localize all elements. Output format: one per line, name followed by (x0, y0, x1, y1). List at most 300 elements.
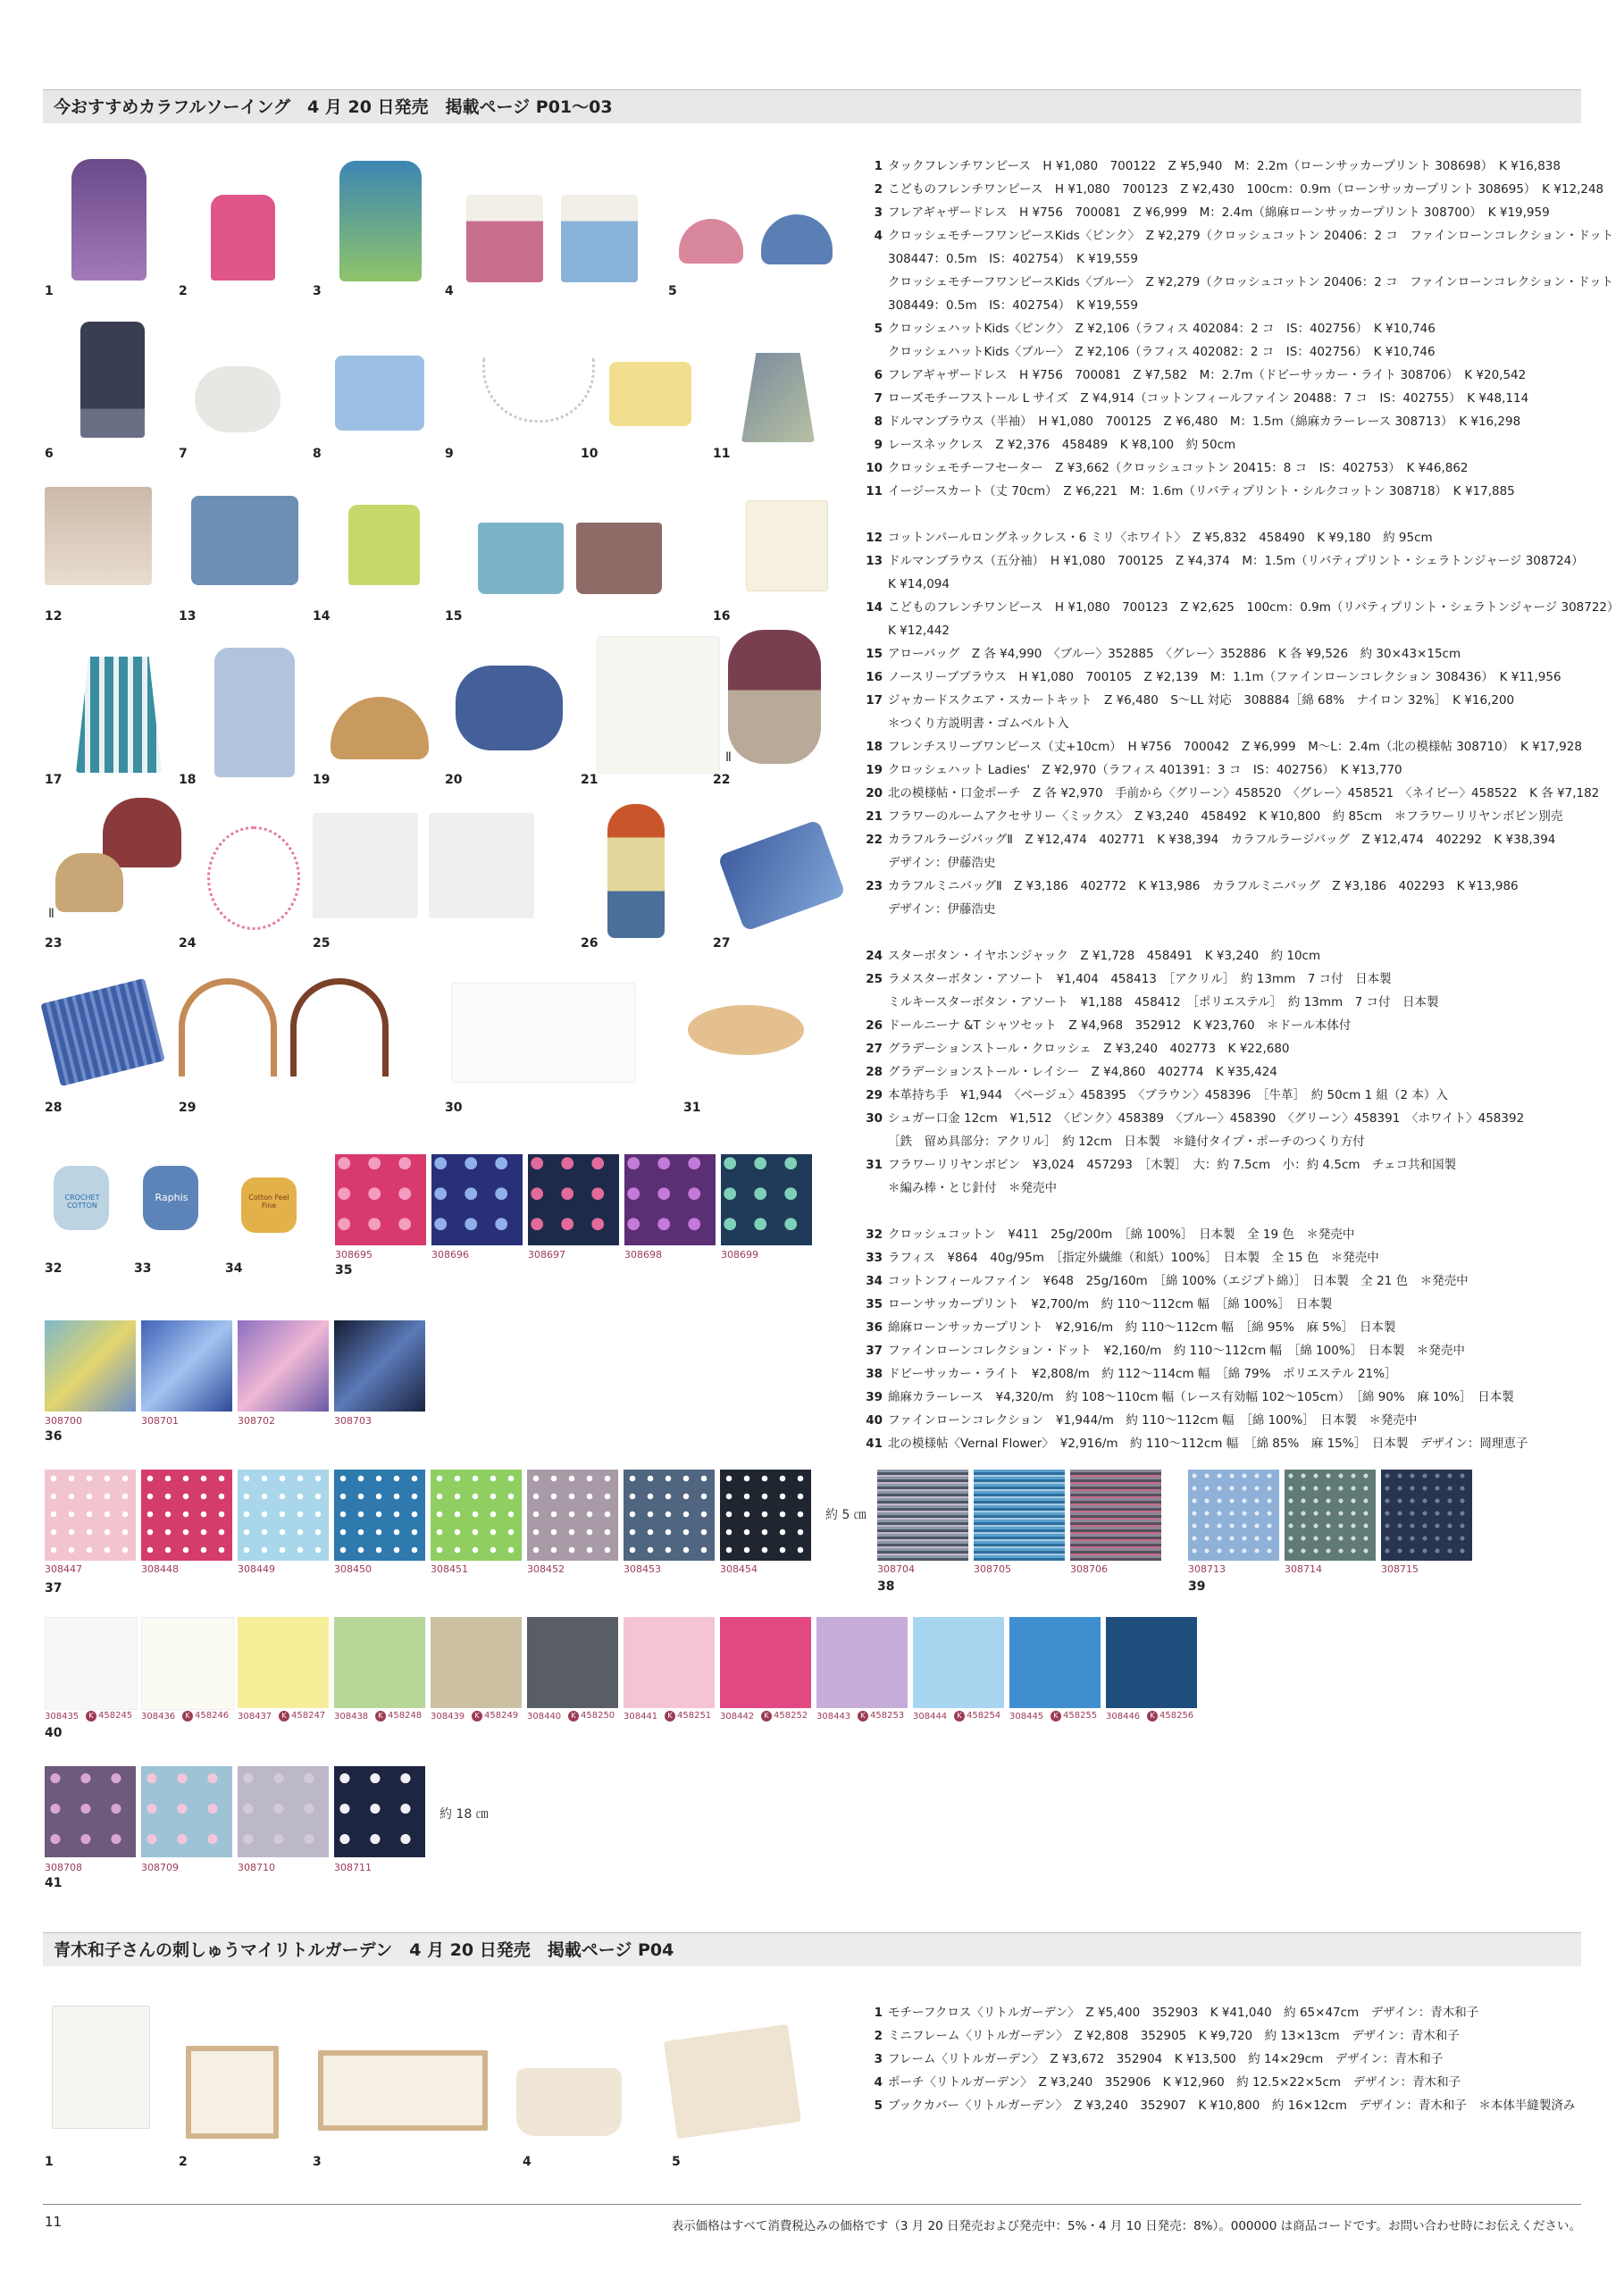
spec-text: K ¥12,442 (888, 624, 950, 638)
spec-row (865, 875, 1620, 898)
spec-number: 3 (874, 2052, 883, 2066)
product-image-19[interactable] (331, 697, 429, 759)
kit-icon: K (279, 1711, 289, 1722)
spec-number: 26 (866, 1018, 883, 1033)
product-image-23a[interactable] (103, 798, 181, 867)
thumb-number: 6 (45, 447, 54, 461)
spec-row (865, 596, 1620, 619)
fabric-code: 308700 (45, 1415, 82, 1427)
fabric-swatch-308444[interactable] (913, 1617, 1004, 1708)
spec-text: ブックカバー〈リトルガーデン〉 Z ¥3,240 352907 K ¥10,800 約 16×12cm デザイン：青木和子 ＊本体半縫製済み (888, 2099, 1576, 2113)
product-image-25b[interactable] (429, 813, 534, 918)
variant-mark: Ⅱ (725, 750, 732, 765)
fabric-code: 308440 (527, 1712, 562, 1722)
thumb-number: 5 (672, 2155, 681, 2169)
kit-icon: K (182, 1711, 193, 1722)
kit-code: 458253 (870, 1711, 905, 1721)
fabric-swatch-308436[interactable] (141, 1617, 234, 1710)
thumb-number: 17 (45, 773, 63, 787)
thumb-number: 18 (179, 773, 197, 787)
spec-text: ラフィス ¥864 40g/95m ［指定外繊維（和紙）100%］ 日本製 全 15 色 ＊発売中 (888, 1251, 1379, 1265)
spec-text: ジャカードスクエア・スカートキット Z ¥6,480 S〜LL 対応 308884［綿 68% ナイロン 32%］ K ¥16,200 (888, 693, 1515, 708)
thumb-number: 28 (45, 1101, 63, 1115)
product-image-3[interactable] (339, 161, 422, 281)
spec-row (865, 1014, 1620, 1037)
spec-row (865, 1084, 1620, 1107)
fabric-code: 308448 (141, 1563, 179, 1575)
spec-number: 15 (866, 647, 883, 661)
fabric-code: 308704 (877, 1563, 915, 1575)
product-image-20[interactable] (456, 666, 563, 750)
spec-row (865, 526, 1620, 549)
spec-text: ドールニーナ &T シャツセット Z ¥4,968 352912 K ¥23,760 ＊ドール本体付 (888, 1018, 1352, 1033)
spec-number: 39 (866, 1390, 883, 1404)
fabric-code: 308435 (45, 1712, 80, 1722)
fabric-code: 308451 (431, 1563, 468, 1575)
product-image-12[interactable] (45, 487, 152, 585)
fabric-swatch-308701[interactable] (141, 1320, 232, 1412)
spec-row (865, 782, 1620, 805)
fabric-swatch-308698[interactable] (624, 1154, 716, 1245)
fabric-swatch-308448[interactable] (141, 1470, 232, 1561)
fabric-swatch-308445[interactable] (1009, 1617, 1101, 1708)
spec-number: 16 (866, 670, 883, 684)
thumb-number: 4 (445, 284, 454, 298)
list-spacer (865, 503, 1620, 526)
spec-row (865, 271, 1620, 294)
fabric-swatch-308702[interactable] (238, 1320, 329, 1412)
spec-text: 北の模様帖・口金ポーチ Z 各 ¥2,970 手前から〈グリーン〉458520 〈グレー〉458521 〈ネイビー〉458522 K 各 ¥7,182 (888, 786, 1600, 800)
fabric-code: 308444 (913, 1712, 948, 1722)
spec-text: シュガー口金 12cm ¥1,512 〈ピンク〉458389 〈ブルー〉458390 〈グリーン〉458391 〈ホワイト〉458392 (888, 1111, 1525, 1126)
spec-row (865, 224, 1620, 247)
spec-text: グラデーションストール・クロッシェ Z ¥3,240 402773 K ¥22,680 (888, 1042, 1290, 1056)
fabric-swatch-308697[interactable] (528, 1154, 619, 1245)
thumb-number: 30 (445, 1101, 463, 1115)
spec-row (865, 480, 1620, 503)
spec-number: 18 (866, 740, 883, 754)
product-image-15b[interactable] (576, 523, 662, 594)
spec-row (865, 201, 1620, 224)
product-image-29a[interactable] (179, 978, 277, 1076)
kit-code-badge (858, 1711, 904, 1722)
spec-number: 32 (866, 1227, 883, 1242)
kit-code-badge (568, 1711, 615, 1722)
spec-row (865, 758, 1620, 782)
spec-row (865, 2024, 1575, 2048)
spec-text: フレアギャザードレス H ¥756 700081 Z ¥6,999 M：2.4m（綿麻ローンサッカープリント 308700） K ¥19,959 (888, 205, 1550, 220)
thumb-number: 20 (445, 773, 463, 787)
kit-code-badge (954, 1711, 1000, 1722)
fabric-swatch-308454[interactable] (720, 1470, 811, 1561)
product-image-8[interactable] (335, 356, 424, 431)
kit-icon: K (858, 1711, 868, 1722)
spec-row (865, 944, 1620, 968)
fabric-code: 308710 (238, 1862, 275, 1873)
thumb-number: 34 (225, 1261, 243, 1276)
spec-number: 21 (866, 809, 883, 824)
spec-text: ポーチ〈リトルガーデン〉 Z ¥3,240 352906 K ¥12,960 約 12.5×22×5cm デザイン：青木和子 (888, 2075, 1461, 2090)
spec-number: 23 (866, 879, 883, 893)
product-image-11[interactable] (741, 353, 815, 442)
fabric-swatch-308700[interactable] (45, 1320, 136, 1412)
kit-code: 458249 (484, 1711, 519, 1721)
fabric-swatch-308442[interactable] (720, 1617, 811, 1708)
spec-text: コットンパールロングネックレス・6 ミリ〈ホワイト〉 Z ¥5,832 458490 K ¥9,180 約 95cm (888, 531, 1433, 545)
product-image-26[interactable] (607, 804, 665, 938)
spec-number: 3 (874, 205, 883, 220)
thumb-number: 16 (713, 609, 731, 624)
spec-number: 34 (866, 1274, 883, 1288)
spec-text: コットンフィールファイン ¥648 25g/160m ［綿 100%（エジプト綿）］ 日本製 全 21 色 ＊発売中 (888, 1274, 1469, 1288)
kit-icon: K (1051, 1711, 1061, 1722)
spec-text: クロッシェハットKids〈ピンク〉 Z ¥2,106（ラフィス 402084：2 コ IS：402756） K ¥10,746 (888, 322, 1436, 336)
kit-code-badge (279, 1711, 325, 1722)
fabric-swatch-308714[interactable] (1285, 1470, 1376, 1561)
fabric-code: 308449 (238, 1563, 275, 1575)
thumb-number: 1 (45, 284, 54, 298)
spec-text: モチーフクロス〈リトルガーデン〉 Z ¥5,400 352903 K ¥41,040 約 65×47cm デザイン：青木和子 (888, 2006, 1479, 2020)
spec-text: ノースリーブブラウス H ¥1,080 700105 Z ¥2,139 M：1.1m（ファインローンコレクション 308436） K ¥11,956 (888, 670, 1561, 684)
fabric-swatch-308453[interactable] (624, 1470, 715, 1561)
swatch-group-label: 40 (45, 1726, 63, 1740)
spec-text: カラフルミニバッグⅡ Z ¥3,186 402772 K ¥13,986 カラフルミニバッグ Z ¥3,186 402293 K ¥13,986 (888, 879, 1519, 893)
spec-row (865, 410, 1620, 433)
spec-number: 20 (866, 786, 883, 800)
spec-row (865, 1153, 1620, 1177)
spec-row (865, 1339, 1620, 1362)
product-image-24[interactable] (207, 826, 300, 930)
spec-number: 37 (866, 1344, 883, 1358)
spec-text: 本革持ち手 ¥1,944 〈ベージュ〉458395 〈ブラウン〉458396 ［牛革］ 約 50cm 1 組（2 本）入 (888, 1088, 1448, 1102)
list-spacer (865, 1200, 1620, 1223)
fabric-code: 308708 (45, 1862, 82, 1873)
fabric-swatch-308699[interactable] (721, 1154, 812, 1245)
fabric-swatch-308703[interactable] (334, 1320, 425, 1412)
spec-number: 6 (874, 368, 883, 382)
product-image-28[interactable] (40, 978, 164, 1086)
spec-row (865, 2071, 1575, 2094)
thumb-number: 7 (179, 447, 188, 461)
fabric-swatch-308443[interactable] (816, 1617, 908, 1708)
spec-row (865, 689, 1620, 712)
spec-number: 31 (866, 1158, 883, 1172)
thumb-number: 23 (45, 936, 63, 951)
spec-row (865, 2094, 1575, 2117)
fabric-swatch-308440[interactable] (527, 1617, 618, 1708)
fabric-code: 308437 (238, 1712, 272, 1722)
product-image-5a[interactable] (679, 219, 743, 264)
fabric-code: 308697 (528, 1249, 565, 1261)
product-image-7[interactable] (195, 366, 280, 432)
spec-row (865, 178, 1620, 201)
spec-number: 17 (866, 693, 883, 708)
kit-code-badge (761, 1711, 808, 1722)
product-image-15a[interactable] (478, 523, 564, 594)
spec-number: 4 (874, 2075, 883, 2090)
spec-row (865, 1316, 1620, 1339)
spec-row (865, 1223, 1620, 1246)
product-image-2[interactable] (211, 195, 275, 281)
spec-text: 308447：0.5m IS：402754） K ¥19,559 (888, 252, 1138, 266)
size-note: 約 18 ㎝ (439, 1807, 489, 1822)
thumb-number: 35 (335, 1263, 353, 1278)
spec-text: ミルキースターボタン・アソート ¥1,188 458412 ［ポリエステル］ 約 13mm 7 コ付 日本製 (888, 995, 1439, 1009)
product-image-23b[interactable] (55, 853, 123, 912)
spec-row (865, 2048, 1575, 2071)
thumb-number: 3 (313, 284, 322, 298)
fabric-swatch-308710[interactable] (238, 1766, 329, 1857)
spec-row (865, 735, 1620, 758)
product-image-30[interactable] (451, 983, 636, 1083)
fabric-swatch-308696[interactable] (431, 1154, 523, 1245)
thumb-number: 26 (581, 936, 599, 951)
spec-row (865, 619, 1620, 642)
product-image-18[interactable] (214, 648, 295, 777)
spec-row (865, 1293, 1620, 1316)
spec-number: 41 (866, 1437, 883, 1451)
spec-number: 29 (866, 1088, 883, 1102)
fabric-swatch-308709[interactable] (141, 1766, 232, 1857)
fabric-code: 308450 (334, 1563, 372, 1575)
fabric-code: 308436 (141, 1712, 176, 1722)
spec-text: カラフルラージバッグⅡ Z ¥12,474 402771 K ¥38,394 カラフルラージバッグ Z ¥12,474 402292 K ¥38,394 (888, 833, 1556, 847)
spec-row (865, 1386, 1620, 1409)
spec-text: こどものフレンチワンピース H ¥1,080 700123 Z ¥2,430 100cm：0.9m（ローンサッカープリント 308695） K ¥12,248 (888, 182, 1604, 197)
swatch-group-label: 39 (1188, 1579, 1206, 1594)
kit-icon: K (1147, 1711, 1158, 1722)
yarn-label: Raphis (155, 1192, 188, 1203)
fabric-code: 308705 (974, 1563, 1011, 1575)
thumb-number: 19 (313, 773, 331, 787)
fabric-code: 308699 (721, 1249, 758, 1261)
fabric-code: 308452 (527, 1563, 565, 1575)
thumb-number: 32 (45, 1261, 63, 1276)
fabric-swatch-308705[interactable] (974, 1470, 1065, 1561)
spec-text: スターボタン・イヤホンジャック Z ¥1,728 458491 K ¥3,240 約 10cm (888, 949, 1321, 963)
fabric-code: 308695 (335, 1249, 373, 1261)
fabric-code: 308713 (1188, 1563, 1226, 1575)
fabric-code: 308453 (624, 1563, 661, 1575)
spec-number: 4 (874, 229, 883, 243)
spec-row (865, 387, 1620, 410)
fabric-swatch-308446[interactable] (1106, 1617, 1197, 1708)
spec-text: デザイン：伊藤浩史 (888, 902, 996, 917)
kit-code-badge (86, 1711, 132, 1722)
product-image-5b[interactable] (761, 214, 833, 264)
spec-number: 2 (874, 2029, 883, 2043)
fabric-swatch-308450[interactable] (334, 1470, 425, 1561)
spec-text: フレンチスリーブワンピース（丈+10cm） H ¥756 700042 Z ¥6,999 M〜L：2.4m（北の模様帖 308710） K ¥17,928 (888, 740, 1582, 754)
spec-text: デザイン：伊藤浩史 (888, 856, 996, 870)
fabric-code: 308445 (1009, 1712, 1044, 1722)
product-image-4b[interactable] (561, 195, 638, 282)
spec-row (865, 1177, 1620, 1200)
garden-image-3[interactable] (318, 2050, 488, 2131)
fabric-swatch-308439[interactable] (431, 1617, 522, 1708)
fabric-swatch-308695[interactable] (335, 1154, 426, 1245)
spec-number: 7 (874, 391, 883, 406)
spec-row (865, 712, 1620, 735)
section-header-little-garden: 青木和子さんの刺しゅうマイリトルガーデン 4 月 20 日発売 掲載ページ P04 (43, 1932, 1581, 1966)
kit-code: 458256 (1159, 1711, 1194, 1721)
size-note: 約 5 ㎝ (825, 1508, 866, 1522)
spec-number: 2 (874, 182, 883, 197)
fabric-code: 308698 (624, 1249, 662, 1261)
product-image-16[interactable] (746, 500, 828, 591)
thumb-number: 36 (45, 1429, 63, 1444)
spec-text: イージースカート（丈 70cm） Z ¥6,221 M：1.6m（リバティプリント・シルクコットン 308718） K ¥17,885 (888, 484, 1515, 498)
spec-text: こどものフレンチワンピース H ¥1,080 700123 Z ¥2,625 100cm：0.9m（リバティプリント・シェラトンジャージ 308722） (888, 600, 1620, 615)
spec-number: 33 (866, 1251, 883, 1265)
fabric-swatch-308441[interactable] (624, 1617, 715, 1708)
spec-text: フラワーリリヤンボビン ¥3,024 457293 ［木製］ 大：約 7.5cm 小：約 4.5cm チェコ共和国製 (888, 1158, 1457, 1172)
fabric-swatch-308451[interactable] (431, 1470, 522, 1561)
fabric-swatch-308706[interactable] (1070, 1470, 1161, 1561)
spec-text: アローバッグ Z 各 ¥4,990 〈ブルー〉352885 〈グレー〉352886 K 各 ¥9,526 約 30×43×15cm (888, 647, 1461, 661)
product-image-29b[interactable] (290, 978, 389, 1076)
fabric-swatch-308715[interactable] (1381, 1470, 1472, 1561)
spec-number: 40 (866, 1413, 883, 1428)
spec-row (865, 1269, 1620, 1293)
spec-number: 38 (866, 1367, 883, 1381)
garden-image-4[interactable] (516, 2068, 622, 2136)
garden-image-2[interactable] (186, 2046, 279, 2139)
product-image-31[interactable] (688, 1005, 804, 1055)
fabric-code: 308443 (816, 1712, 851, 1722)
spec-number: 1 (874, 159, 883, 173)
fabric-swatch-308447[interactable] (45, 1470, 136, 1561)
spec-number: 5 (874, 2099, 883, 2113)
spec-text: クロッシェモチーフワンピースKids〈ブルー〉 Z ¥2,279（クロッシュコットン 20406：2 コ ファインローンコレクション・ドット (888, 275, 1613, 289)
product-image-6[interactable] (80, 322, 145, 438)
spec-row (865, 294, 1620, 317)
spec-number: 25 (866, 972, 883, 986)
spec-text: ドルマンブラウス（半袖） H ¥1,080 700125 Z ¥6,480 M：1.5m（綿麻カラーレース 308713） K ¥16,298 (888, 415, 1521, 429)
fabric-swatch-308437[interactable] (238, 1617, 329, 1708)
fabric-swatch-308452[interactable] (527, 1470, 618, 1561)
product-image-9[interactable] (482, 357, 595, 423)
spec-number: 9 (874, 438, 883, 452)
page-number: 11 (45, 2214, 63, 2230)
thumb-number: 21 (581, 773, 599, 787)
thumb-number: 15 (445, 609, 463, 624)
product-image-25a[interactable] (313, 813, 418, 918)
price-note: 表示価格はすべて消費税込みの価格です（3 月 20 日発売および発売中：5%・4 月 10 日発売：8%）。000000 は商品コードです。お問い合わせ時にお伝えください。 (671, 2219, 1581, 2233)
fabric-swatch-308713[interactable] (1188, 1470, 1279, 1561)
product-image-4a[interactable] (466, 195, 543, 282)
footer-divider (43, 2204, 1581, 2205)
spec-text: K ¥14,094 (888, 577, 950, 591)
thumb-number: 8 (313, 447, 322, 461)
kit-code-badge (1147, 1711, 1193, 1722)
spec-text: 北の模様帖〈Vernal Flower〉 ¥2,916/m 約 110〜112cm 幅 ［綿 85% 麻 15%］ 日本製 デザイン：岡理恵子 (888, 1437, 1528, 1451)
fabric-swatch-308438[interactable] (334, 1617, 425, 1708)
fabric-code: 308454 (720, 1563, 758, 1575)
garden-image-1[interactable] (52, 2006, 150, 2129)
fabric-code: 308701 (141, 1415, 179, 1427)
spec-row (865, 549, 1620, 573)
product-image-1[interactable] (71, 159, 146, 281)
product-image-22[interactable] (728, 630, 821, 764)
spec-number: 5 (874, 322, 883, 336)
spec-text: グラデーションストール・レイシー Z ¥4,860 402774 K ¥35,424 (888, 1065, 1277, 1079)
spec-number: 10 (866, 461, 883, 475)
product-image-13[interactable] (191, 496, 298, 585)
fabric-code: 308446 (1106, 1712, 1141, 1722)
spec-row (865, 666, 1620, 689)
kit-code-badge (1051, 1711, 1097, 1722)
product-image-14[interactable] (348, 505, 420, 585)
fabric-swatch-308449[interactable] (238, 1470, 329, 1561)
spec-row (865, 851, 1620, 875)
spec-row (865, 317, 1620, 340)
kit-icon: K (665, 1711, 675, 1722)
thumb-number: 2 (179, 2155, 188, 2169)
spec-text: フレーム〈リトルガーデン〉 Z ¥3,672 352904 K ¥13,500 約 14×29cm デザイン：青木和子 (888, 2052, 1444, 2066)
spec-row (865, 805, 1620, 828)
thumb-number: 13 (179, 609, 197, 624)
fabric-swatch-308435[interactable] (45, 1617, 138, 1710)
spec-row (865, 1432, 1620, 1455)
spec-row (865, 2001, 1575, 2024)
spec-row (865, 573, 1620, 596)
fabric-code: 308441 (624, 1712, 658, 1722)
thumb-number: 29 (179, 1101, 197, 1115)
fabric-code: 308447 (45, 1563, 82, 1575)
spec-number: 12 (866, 531, 883, 545)
variant-mark: Ⅱ (48, 907, 54, 921)
fabric-code: 308709 (141, 1862, 179, 1873)
spec-text: ローンサッカープリント ¥2,700/m 約 110〜112cm 幅 ［綿 100%］ 日本製 (888, 1297, 1333, 1311)
fabric-code: 308442 (720, 1712, 755, 1722)
product-image-21[interactable] (597, 636, 720, 774)
kit-icon: K (472, 1711, 482, 1722)
spec-text: 綿麻ローンサッカープリント ¥2,916/m 約 110〜112cm 幅 ［綿 95% 麻 5%］ 日本製 (888, 1320, 1396, 1335)
spec-text: ＊編み棒・とじ針付 ＊発売中 (888, 1181, 1057, 1195)
fabric-code: 308696 (431, 1249, 469, 1261)
thumb-number: 1 (45, 2155, 54, 2169)
fabric-swatch-308708[interactable] (45, 1766, 136, 1857)
spec-number: 27 (866, 1042, 883, 1056)
product-image-27[interactable] (717, 819, 846, 932)
section-header-colorful-sewing: 今おすすめカラフルソーイング 4 月 20 日発売 掲載ページ P01〜03 (43, 89, 1581, 123)
spec-text: ファインローンコレクション ¥1,944/m 約 110〜112cm 幅 ［綿 100%］ 日本製 ＊発売中 (888, 1413, 1418, 1428)
spec-text: クロッシェハット Ladies' Z ¥2,970（ラフィス 401391：3 コ IS：402756） K ¥13,770 (888, 763, 1402, 777)
fabric-swatch-308704[interactable] (877, 1470, 968, 1561)
spec-row (865, 364, 1620, 387)
thumb-number: 9 (445, 447, 454, 461)
garden-image-5[interactable] (664, 2024, 801, 2139)
fabric-code: 308702 (238, 1415, 275, 1427)
spec-number: 22 (866, 833, 883, 847)
spec-text: ドルマンブラウス（五分袖） H ¥1,080 700125 Z ¥4,374 M：1.5m（リバティプリント・シェラトンジャージ 308724） (888, 554, 1584, 568)
fabric-swatch-308711[interactable] (334, 1766, 425, 1857)
spec-number: 19 (866, 763, 883, 777)
kit-code-badge (182, 1711, 229, 1722)
spec-row (865, 1409, 1620, 1432)
fabric-code: 308711 (334, 1862, 372, 1873)
spec-number: 8 (874, 415, 883, 429)
fabric-code: 308714 (1285, 1563, 1322, 1575)
product-spec-list (865, 155, 1620, 1455)
kit-code-badge (375, 1711, 422, 1722)
spec-row (865, 1130, 1620, 1153)
product-image-10[interactable] (609, 362, 691, 426)
product-image-17[interactable] (76, 657, 162, 773)
fabric-code: 308703 (334, 1415, 372, 1427)
spec-row (865, 991, 1620, 1014)
